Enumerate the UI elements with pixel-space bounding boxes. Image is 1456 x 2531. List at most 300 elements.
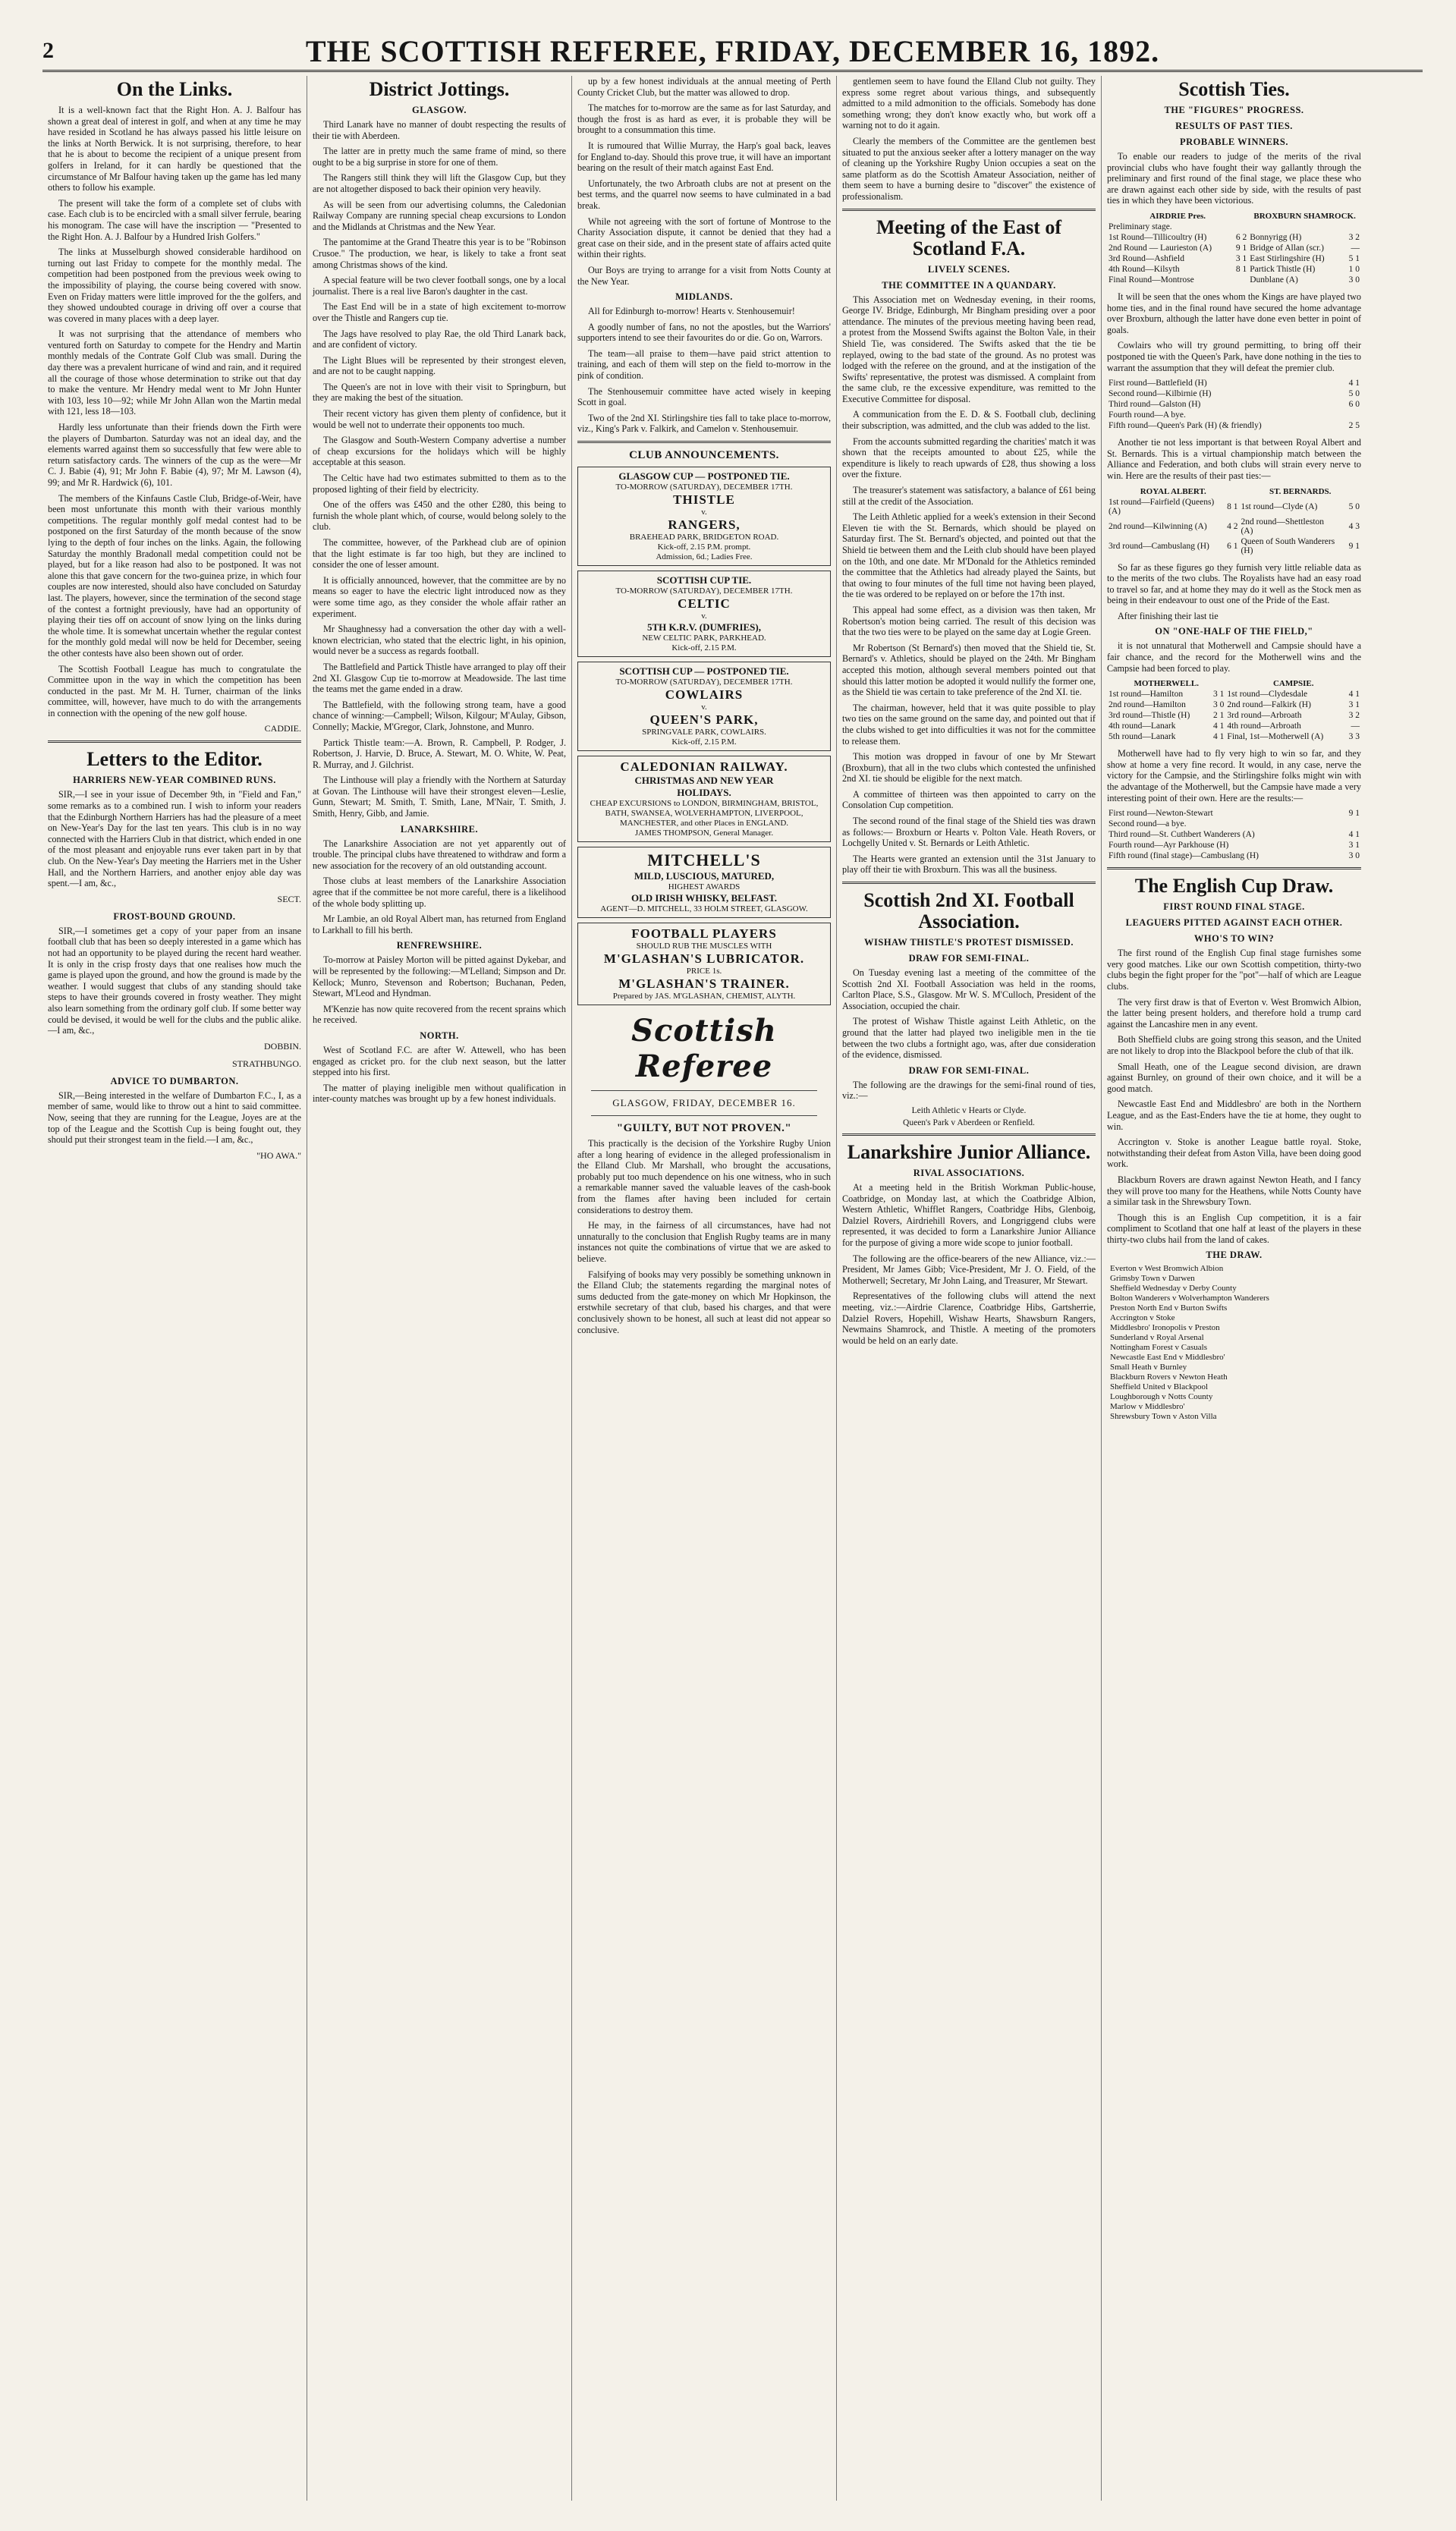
table-cell [1225, 275, 1248, 285]
table-cell: Fourth round—Ayr Parkhouse (H) [1109, 841, 1229, 850]
advert-mitchells-whisky [577, 847, 831, 918]
paragraph: The Battlefield, with the following strong team, have a good chance of winning:—Campbell; Wilson, Kilgour; M'Aulay, Gibson, Connelly; Mackie, M'Gregor, Clark, Johnstone, and Munro. [313, 699, 566, 732]
english-cup-heading: The English Cup Draw. [1134, 875, 1334, 898]
table-cell: 9 1 [1235, 243, 1247, 253]
advert-line: TO-MORROW (SATURDAY), DECEMBER 17TH. [615, 678, 793, 687]
results-table-cowlairs [1107, 378, 1361, 431]
table-cell: Fifth round—Queen's Park (H) (& friendly) [1109, 421, 1262, 431]
paragraph: The protest of Wishaw Thistle against Leith Athletic, on the ground that the latter had played two ineligible men in the tie between the two clubs a fortnight ago, was, after due consideration of the evidence, dismissed. [842, 1016, 1096, 1061]
advert-team: COWLAIRS [665, 687, 744, 703]
table-cell: Third round—Galston (H) [1109, 400, 1201, 410]
advert-title: CALEDONIAN RAILWAY. [620, 759, 788, 775]
advert-team: THISTLE [673, 492, 735, 508]
table-cell: 3 0 [1348, 275, 1360, 285]
club-announcements-heading: CLUB ANNOUNCEMENTS. [629, 449, 779, 462]
signature: CADDIE. [264, 723, 301, 734]
draw-list [1110, 1264, 1361, 1422]
list-item: Everton v West Bromwich Albion [1110, 1264, 1224, 1274]
table-cell: 3rd round—Arbroath [1227, 711, 1302, 721]
table-cell: 8 1 [1227, 501, 1238, 511]
paragraph: up by a few honest individuals at the annual meeting of Perth County Cricket Club, but the matter was allowed to drop. [577, 76, 831, 98]
letter-body: SIR,—I sometimes get a copy of your paper from an insane football club that has been so deeply interested in a game which has not had an opportunity to be played during the recent hard weather. It is only in the crisp frosty days that one realises how much the game is played upon the ground, and how the ground is made by the weather. I would suggest that clubs of any standing should take steps to have their grounds covered in frosty weather. They might also learn something from the ordinary golf club. If some better way could be devised, it would be well for the clubs and the public alike.—I am, &c., [48, 925, 301, 1036]
paragraph: The Jags have resolved to play Rae, the old Third Lanark back, and are confident of victory. [313, 328, 566, 351]
paragraph: gentlemen seem to have found the Elland Club not guilty. They express some regret about various things, and subsequently admitted to a mild admonition to the officials. Somebody has done something wrong; they don't know exactly who, but work off a warning not to do it again. [842, 76, 1096, 131]
paragraph: The Queen's are not in love with their visit to Springburn, but they are making the best of the situation. [313, 381, 566, 404]
advert-line: MILD, LUSCIOUS, MATURED, [634, 870, 775, 882]
divider [1107, 867, 1361, 869]
letter-body: SIR,—Being interested in the welfare of Dumbarton F.C., I, as a member of same, would like to throw out a hint to said committee. Now, seeing that they are running for the League, Joyes are at the top of the League and the Scottish Cup is being fought out, they should put their strongest team in the field.—I am, &c., [48, 1089, 301, 1146]
second-xi-heading: Scottish 2nd XI. Football Association. [863, 889, 1074, 933]
draw-line: Leith Athletic v Hearts or Clyde. [911, 1105, 1027, 1115]
page-number: 2 [42, 38, 54, 63]
paragraph: At a meeting held in the British Workman Public-house, Coatbridge, on Monday last, at which the Coatbridge Albion, Western Athletic, Whifflet Rangers, Coatbridge Hibs, Glenboig, Dalziel Rovers, Airdriehill Rovers, and Longriggend clubs were represented, it was decided to form a Lanarkshire Junior Alliance for the purpose of giving a more wide scope to junior football. [842, 1181, 1096, 1248]
advert-line: PRICE 1s. [686, 967, 722, 976]
table-cell: Fourth round—A bye. [1109, 410, 1186, 420]
subheading: DRAW FOR SEMI-FINAL. [908, 953, 1030, 964]
table-cell: 4 1 [1348, 379, 1360, 388]
paragraph: The Lanarkshire Association are not yet apparently out of trouble. The principal clubs have threatened to withdraw and form a new association for the recovery of an old outstanding account. [313, 838, 566, 871]
table-cell: 6 1 [1227, 541, 1238, 551]
section-heading: LANARKSHIRE. [400, 823, 479, 835]
advert-line: TO-MORROW (SATURDAY), DECEMBER 17TH. [615, 483, 793, 492]
table-cell: 2nd round—Kilwinning (A) [1109, 521, 1207, 531]
table-row [1107, 264, 1361, 275]
table-cell: 4th Round—Kilsyth [1109, 264, 1180, 274]
table-row [1107, 222, 1361, 232]
divider [48, 740, 301, 743]
east-of-scotland-heading: Meeting of the East of Scotland F.A. [876, 215, 1062, 259]
signature: SECT. [277, 893, 301, 904]
table-row [1107, 840, 1361, 850]
subheading: RIVAL ASSOCIATIONS. [913, 1167, 1025, 1178]
letter-title: FROST-BOUND GROUND. [113, 910, 236, 922]
table-header: ROYAL ALBERT. [1140, 486, 1206, 496]
table-cell: Final Round—Montrose [1109, 275, 1194, 285]
paragraph: As will be seen from our advertising columns, the Caledonian Railway Company are running special cheap excursions to London and the Midlands at Christmas and the New Year. [313, 199, 566, 232]
table-cell: First round—Battlefield (H) [1109, 379, 1207, 388]
table-header: MOTHERWELL. [1134, 679, 1199, 689]
table-cell: 3 2 [1348, 232, 1360, 242]
subheading: WHO'S TO WIN? [1193, 933, 1275, 945]
draw-line: Queen's Park v Aberdeen or Renfield. [903, 1118, 1035, 1127]
table-header-row [1107, 211, 1361, 222]
paragraph: The very first draw is that of Everton v. West Bromwich Albion, the latter being present holders, and therefore hold a trump card against the Lancashire men in any event. [1107, 996, 1361, 1030]
paragraph: The matches for to-morrow are the same as for last Saturday, and though the frost is as hard as ever, it is probable they will be brought to a consummation this time. [577, 102, 831, 136]
paragraph: Those clubs at least members of the Lanarkshire Association agree that if the committee be not more careful, there is a likelihood of the whole body splitting up. [313, 876, 566, 909]
paragraph: The latter are in pretty much the same frame of mind, so there ought to be a big surprise in store for one of them. [313, 146, 566, 168]
table-cell: 4 1 [1213, 732, 1225, 742]
table-cell: 8 1 [1235, 264, 1247, 274]
paragraph: The Stenhousemuir committee have acted wisely in keeping Scott in goal. [577, 385, 831, 408]
paragraph: The Battlefield and Partick Thistle have arranged to play off their 2nd XI. Glasgow Cup tie to-morrow at Meadowside. The last time the teams met the game ended in a draw. [313, 661, 566, 695]
paragraph: This practically is the decision of the Yorkshire Rugby Union after a long hearing of evidence in the alleged professionalism in the Elland Club. Mr Marshall, who brought the accusations, probably put too much dependence on his one witness, who in such a remarkable manner saved the valuable leaves of the cash-book from the flames after having been included for certain considerations to destroy them. [577, 1138, 831, 1215]
paragraph: Mr Robertson (St Bernard's) then moved that the Shield tie, St. Bernard's v. Athletics, should be played on the 24th. Mr Bingham accepted this motion, although several members pointed out that should this latter motion be adopted it would nullify the former one, as the Shield tie was certain to take preference of the 2nd XI. tie. [842, 642, 1096, 698]
paragraph: The links at Musselburgh showed considerable hardihood on turning out last Friday to compete for the monthly medal. The competition had been postponed from the previous week owing to the impossibility of playing, the course being covered with snow. Even on Friday matters were little improved for the the golfers, and they showed undoubted courage in driving off over a course that was covered in many places with a deep layer. [48, 247, 301, 324]
table-header-row [1107, 678, 1361, 689]
list-item: Bolton Wanderers v Wolverhampton Wanderers [1110, 1294, 1269, 1303]
advert-cowlairs [577, 662, 831, 751]
table-cell: 3 1 [1213, 690, 1225, 700]
paragraph: Blackburn Rovers are drawn against Newton Heath, and I fancy they will prove too many for the Heathens, while Notts County have a similar task in the Shrewsbury Town. [1107, 1174, 1361, 1208]
table-cell: 2nd round—Hamilton [1109, 700, 1186, 710]
table-cell: 5th round—Lanark [1109, 732, 1176, 742]
list-item: Sheffield Wednesday v Derby County [1110, 1284, 1237, 1294]
paragraph: Cowlairs who will try ground permitting, to bring off their postponed tie with the Queen's Park, have done nothing in the ties to warrant the assumption that they will defeat the premier club. [1107, 340, 1361, 373]
paragraph: The treasurer's statement was satisfactory, a balance of £61 being still at the credit of the Association. [842, 485, 1096, 507]
paragraph: Third Lanark have no manner of doubt respecting the results of their tie with Aberdeen. [313, 119, 566, 141]
paragraph: One of the offers was £450 and the other £280, this being to furnish the whole plant which, of course, would belong solely to the club. [313, 499, 566, 533]
paragraph: Accrington v. Stoke is another League battle royal. Stoke, notwithstanding their defeat from Aston Villa, have been doing good work. [1107, 1137, 1361, 1170]
divider [842, 209, 1096, 211]
list-item: Blackburn Rovers v Newton Heath [1110, 1372, 1228, 1382]
paragraph: The following are the drawings for the semi-final round of ties, viz.:— [842, 1079, 1096, 1102]
table-cell: 2nd round—Falkirk (H) [1227, 700, 1311, 710]
section-heading: MIDLANDS. [675, 291, 733, 303]
paragraph: It was not surprising that the attendance of members who ventured forth on Saturday to compete for the Hendry and Martin monthly medals of the Contrate Golf Club was small. During the day there was a prevalent hurricane of wind and rain, and it required all the courage of those whose determination to strike out that day to make the venture. Mr Hendry medal went to Mr John Hunter with 103, less 10—92; while Mr John Allan won the Martin medal with 121, less 18—103. [48, 329, 301, 417]
table-row [1107, 731, 1361, 742]
advert-title: GLASGOW CUP — POSTPONED TIE. [618, 470, 790, 483]
advert-title: FOOTBALL PLAYERS [631, 926, 777, 942]
paragraph: A communication from the E. D. & S. Football club, declining their subscription, was admitted, and the club was added to the list. [842, 409, 1096, 432]
advert-title: SCOTTISH CUP — POSTPONED TIE. [619, 665, 789, 678]
on-the-links-heading: On the Links. [116, 78, 233, 100]
table-row [1107, 232, 1361, 243]
paragraph: Their recent victory has given them plenty of confidence, but it would be well not to underrate their opponents too much. [313, 408, 566, 430]
table-cell: 3 1 [1348, 841, 1360, 850]
letter-title: HARRIERS NEW-YEAR COMBINED RUNS. [73, 775, 276, 786]
paragraph: A committee of thirteen was then appointed to carry on the Consolation Cup competition. [842, 788, 1096, 811]
column-2 [307, 76, 572, 2501]
table-row [1107, 275, 1361, 285]
paragraph: The East End will be in a state of high excitement to-morrow over the Thistle and Rangers cup tie. [313, 301, 566, 323]
paragraph: The Light Blues will be represented by their strongest eleven, and are not to be caught napping. [313, 354, 566, 377]
paragraph: From the accounts submitted regarding the charities' match it was shown that the receipts amounted to about £25, while the expenditure is likely to reach upwards of £28, thus showing a loss over the fixture. [842, 435, 1096, 480]
paragraph: it is not unnatural that Motherwell and Campsie should have a fair chance, and the record for the Motherwell wins and the Campsie had been forced to play. [1107, 640, 1361, 674]
paragraph: It will be seen that the ones whom the Kings are have played two home ties, and in the final round have secured the home advantage over Broxburn, although the latter have done even better in point of goals. [1107, 291, 1361, 335]
table-cell: Third round—St. Cuthbert Wanderers (A) [1109, 830, 1255, 840]
paragraph: The first round of the English Cup final stage furnishes some very good matches. Like our own Scottish competition, thirty-two clubs begin the fight proper for the "pot"—half of which are League clubs. [1107, 948, 1361, 992]
advert-line: v. [701, 508, 707, 517]
paragraph: Newcastle East End and Middlesbro' are both in the Northern League, and as the East-Enders have the tie at home, they ought to win. [1107, 1099, 1361, 1132]
paragraph: Partick Thistle team:—A. Brown, R. Campbell, P. Rodger, J. Robertson, J. Harvie, D. Bruce, A. Stewart, M. O. White, W. Peat, R. Murray, and J. Gilchrist. [313, 737, 566, 770]
advert-line: Kick-off, 2.15 P.M. [671, 643, 737, 653]
paragraph: The following are the office-bearers of the new Alliance, viz.:—President, Mr James Gibb; Vice-President, Mr J. O. Field, of the Motherwell; Secretary, Mr John Laing, and Treasurer, Mr Stewart. [842, 1253, 1096, 1286]
advert-line: SPRINGVALE PARK, COWLAIRS. [642, 728, 766, 737]
table-cell: 6 0 [1348, 400, 1360, 410]
table-cell: 6 2 [1235, 232, 1247, 242]
junior-alliance-heading: Lanarkshire Junior Alliance. [847, 1140, 1091, 1163]
table-cell: Queen of South Wanderers (H) [1241, 536, 1335, 555]
table-cell: Preliminary stage. [1109, 222, 1172, 231]
paragraph: Representatives of the following clubs will attend the next meeting, viz.:—Airdrie Clarence, Coatbridge Hibs, Gartsherrie, Dalziel Rovers, Hopehill, Wishaw Hearts, Shawsburn Rangers, Newmains Shamrock, and Thistle. A meeting of the promoters would be held on an early date. [842, 1291, 1096, 1346]
scottish-ties-heading: Scottish Ties. [1178, 78, 1290, 100]
advert-team: RANGERS, [668, 517, 741, 533]
paragraph: All for Edinburgh to-morrow! Hearts v. Stenhousemuir! [588, 306, 795, 317]
paragraph: The Celtic have had two estimates submitted to them as to the proposed lighting of their field by electricity. [313, 473, 566, 495]
advert-caledonian-railway [577, 756, 831, 842]
advert-line: OLD IRISH WHISKY, BELFAST. [631, 892, 778, 904]
paragraph: To enable our readers to judge of the merits of the rival provincial clubs who have fought their way gallantly through the preliminary and first round of the final stage, we place these who are drawn against each other side by side, with the results of past ties in which they have been victorious. [1107, 151, 1361, 206]
table-cell: East Stirlingshire (H) [1250, 253, 1325, 263]
table-row [1107, 721, 1361, 731]
table-cell: — [1351, 243, 1360, 253]
table-cell: 5 0 [1348, 501, 1360, 511]
table-cell: 9 1 [1348, 809, 1360, 819]
table-cell [1225, 222, 1248, 232]
subheading: DRAW FOR SEMI-FINAL. [908, 1064, 1030, 1076]
results-table-stranraer [1107, 808, 1361, 861]
table-cell: 3 3 [1348, 732, 1360, 742]
subheading: THE "FIGURES" PROGRESS. [1164, 105, 1304, 115]
subheading: FIRST ROUND FINAL STAGE. [1163, 901, 1305, 913]
nameplate: Scottish Referee [631, 1013, 777, 1085]
paragraph: The Scottish Football League has much to congratulate the Committee upon in the way in which the competition has been conducted in the past. Mr M. H. Turner, chairman of the links committee, will, however, have much to do with the arrangements in connection with the opening of the new golf house. [48, 663, 301, 718]
signature: "HO AWA." [256, 1149, 301, 1161]
advert-line: Kick-off, 2.15 P.M. prompt. [657, 542, 751, 552]
results-table-airdrie-broxburn [1107, 211, 1361, 285]
list-item: Loughborough v Notts County [1110, 1392, 1213, 1402]
advert-team: QUEEN'S PARK, [649, 712, 759, 728]
paragraph: Hardly less unfortunate than their friends down the Firth were the players of Dumbarton. Saturday was not an ideal day, and the elements warred against them so successfully that few were able to return satisfactory cards. The winners of the cup as the were—Mr C. J. Babie (4), 91; Mr John F. Babie (4), 97; Mr M. Lawson (4), 99; and Mr R. Hardwick (6), 101. [48, 422, 301, 488]
paragraph: It is officially announced, however, that the committee are by no means so eager to have the electric light introduced now as they were some time ago, as they consider the whole affair rather an experiment. [313, 574, 566, 619]
table-cell: 5 1 [1348, 253, 1360, 263]
advert-glasgow-cup [577, 467, 831, 566]
signature: DOBBIN. [263, 1040, 301, 1052]
table-cell: Partick Thistle (H) [1250, 264, 1316, 274]
table-cell: Final, 1st—Motherwell (A) [1227, 732, 1324, 742]
table-header: ST. BERNARDS. [1269, 486, 1332, 496]
table-cell: 4 1 [1213, 722, 1225, 731]
letter-body: SIR,—I see in your issue of December 9th, in "Field and Fan," some remarks as to a combined run. I wish to inform your readers that the Edinburgh Northern Harriers has had the pleasure of a meet on New-Year's Day for the last ten years. This club is in no way connected with the Harriers Club in that district, which ended in one of the most pleasant and enjoyable runs ever taken part in by that club. On the New-Year's Day meeting the Harriers met in the Usher Hall, and the Northern Harriers, and another enjoy able day was spent.—I am, &c., [48, 789, 301, 889]
results-table-motherwell-campsie [1107, 678, 1361, 742]
paragraph: He may, in the fairness of all circumstances, have had not unnaturally to the conclusion that English Rugby teams are in many instances not quite the combinations of virtue that we are asked to believe. [577, 1220, 831, 1264]
paragraph: The present will take the form of a complete set of clubs with case. Each club is to be encircled with a small silver ferrule, bearing his monogram. The case will have the inscription — "Presented to the Right Hon. A. J. Balfour by a Hundred Irish Golfers." [48, 197, 301, 242]
table-cell: 3rd round—Thistle (H) [1109, 711, 1190, 721]
advert-line: BRAEHEAD PARK, BRIDGETON ROAD. [629, 533, 779, 542]
table-cell: 3rd round—Cambuslang (H) [1109, 541, 1209, 551]
paragraph: Two of the 2nd XI. Stirlingshire ties fall to take place to-morrow, viz., King's Park v. Falkirk, and Camelon v. Stenhousemuir. [577, 412, 831, 435]
table-row [1107, 388, 1361, 399]
table-row [1107, 378, 1361, 388]
table-cell: 4th round—Lanark [1109, 722, 1176, 731]
column-3 [572, 76, 837, 2501]
divider [842, 882, 1096, 884]
paragraph: The Glasgow and South-Western Company advertise a number of cheap excursions for the holidays which will be highly acceptable at this season. [313, 435, 566, 468]
table-cell: 1st round—Clyde (A) [1241, 501, 1318, 511]
table-row [1107, 497, 1361, 517]
table-row [1107, 517, 1361, 536]
column-5 [1102, 76, 1366, 2501]
table-row [1107, 689, 1361, 700]
table-cell: 3 1 [1348, 700, 1360, 710]
advert-line: HIGHEST AWARDS [668, 882, 741, 892]
paragraph: So far as these figures go they furnish very little reliable data as to the merits of the two clubs. The Royalists have had an easy road to travel so far, and at home they may do it well as the Stock men as being in their endeavour to oust one of the Pride of the East. [1107, 561, 1361, 606]
table-cell: 4 3 [1348, 521, 1360, 531]
masthead-title: THE SCOTTISH REFEREE, FRIDAY, DECEMBER 16, 1892. [305, 34, 1160, 68]
table-header: BROXBURN SHAMROCK. [1253, 211, 1356, 221]
table-cell: 3 0 [1348, 851, 1360, 861]
table-cell: 1st round—Clydesdale [1227, 690, 1308, 700]
advert-line: v. [701, 612, 707, 621]
paragraph: The members of the Kinfauns Castle Club, Bridge-of-Weir, have been most unfortunate this month with their various monthly competitions. The regular monthly golf medal contest had to be postponed on the first Saturday of the month because of the snow lying to the depth of four inches on the links. Again, the following Saturday the monthly Bradonall medal competition could not be played, but for a like reason had also to be postponed. It was not alone this that gave concern for the two-guinea prize, in which four couples are now interested, should also have concluded on Saturday last. The players, however, since the termination of the second stage of the contest a fortnight previously, have had an opportunity of playing their ties off on account of snow lying on the links during the whole time. It is somewhat uncertain whether the regular contest for the monthly gold medal will now be held for December, seeing the other contests have also been shown out of order. [48, 492, 301, 659]
paragraph: This appeal had some effect, as a division was then taken, Mr Robertson's motion being carried. The result of this decision was that the two ties were to be played on the same day at Logie Green. [842, 604, 1096, 638]
table-row [1107, 536, 1361, 556]
advert-line: JAMES THOMPSON, General Manager. [634, 828, 774, 838]
paragraph: The Linthouse will play a friendly with the Northern at Saturday at Govan. The Linthouse will have their strongest eleven—Leslie, Gunn, Stewart; M. Smith, T. Smith, Lane, M'Nair, T. Smith, J. Smith, Henry, Gibb, and Jamie. [313, 775, 566, 819]
advert-line: Kick-off, 2.15 P.M. [671, 737, 737, 747]
table-header: AIRDRIE Pres. [1149, 211, 1206, 221]
divider [591, 1090, 817, 1091]
subheading: WISHAW THISTLE'S PROTEST DISMISSED. [864, 937, 1074, 948]
district-jottings-heading: District Jottings. [369, 78, 510, 100]
section-heading: GLASGOW. [412, 105, 467, 115]
table-cell: 3rd Round—Ashfield [1109, 253, 1184, 263]
paragraph: Another tie not less important is that between Royal Albert and St. Bernards. This is a virtual championship match between the Alliance and Federation, and both clubs will strain every nerve to win. Here are the results of their past ties:— [1107, 437, 1361, 481]
advert-scottish-cup [577, 571, 831, 657]
advert-line: CHEAP EXCURSIONS to LONDON, BIRMINGHAM, BRISTOL, BATH, SWANSEA, WOLVERHAMPTON, LIVERPOOL, MANCHESTER, and other Places in ENGLAND. [590, 799, 819, 828]
paragraph: On Tuesday evening last a meeting of the committee of the Scottish 2nd XI. Football Association was held in the rooms, Carlton Place, S.S., Glasgow. Mr W. S. M'Culloch, President of the Association, occupied the chair. [842, 967, 1096, 1011]
table-cell: 4 1 [1348, 690, 1360, 700]
subheading: THE DRAW. [1206, 1250, 1263, 1261]
advert-team: CELTIC [678, 596, 731, 612]
advert-line: Prepared by JAS. M'GLASHAN, CHEMIST, ALYTH. [612, 992, 796, 1001]
paragraph: M'Kenzie has now quite recovered from the recent sprains which he received. [313, 1003, 566, 1026]
table-header-row [1107, 486, 1361, 497]
table-cell: — [1351, 722, 1360, 731]
table-cell: 2nd round—Shettleston (A) [1241, 517, 1325, 536]
paragraph: The Leith Athletic applied for a week's extension in their Second Eleven tie with the St. Bernards, which should be played on Saturday first. The St. Bernard's objected, and pointed out that the Shield tie between them and the Leith club should have been played on the 10th, and one date. Mr M'Donald for the Athletics reminded the committee that the Athletics had already played the Saints, but that owing to four minutes of the full time not having been played, the tie was ordered to be replayed on or before the 17th inst. [842, 511, 1096, 600]
table-cell: Second round—a bye. [1109, 819, 1187, 829]
table-cell: 3 2 [1348, 711, 1360, 721]
table-cell [1338, 819, 1361, 829]
table-row [1107, 410, 1361, 420]
table-row [1107, 253, 1361, 264]
table-row [1107, 420, 1361, 431]
table-cell: 1st Round—Tillicoultry (H) [1109, 232, 1207, 242]
column-4 [837, 76, 1102, 2501]
table-row [1107, 808, 1361, 819]
list-item: Grimsby Town v Darwen [1110, 1274, 1195, 1284]
advert-line: Admission, 6d.; Ladies Free. [656, 552, 753, 562]
table-cell [1338, 222, 1361, 232]
paragraph: Clearly the members of the Committee are the gentlemen best situated to put the anxious seeker after a lottery manager on the way of cleaning up the Yorkshire Rugby Union occupies a seat on the same platform as do the Scottish Amateur Association, neither of them seem to have a burning desire to "discover" the existence of professionalism. [842, 135, 1096, 202]
paragraph: It is a well-known fact that the Right Hon. A. J. Balfour has shown a great deal of interest in golf, and when at any time he may have resided in Scotland he has always passed his little leisure on the links at North Berwick. It is not surprising, therefore, to hear that he is about to become the recipient of a unique present from golfers in Ireland, for it can hardly be questioned that the circumstance of Mr Balfour having taken up the game has led many others to follow his example. [48, 105, 301, 193]
table-cell: 1 0 [1348, 264, 1360, 274]
list-item: Sheffield United v Blackpool [1110, 1382, 1209, 1392]
table-cell: Dunblane (A) [1250, 275, 1298, 285]
table-row [1107, 399, 1361, 410]
section-heading: NORTH. [420, 1030, 459, 1041]
advert-line: M'GLASHAN'S TRAINER. [618, 976, 790, 992]
table-row [1107, 819, 1361, 829]
table-cell: 2nd Round — Laurieston (A) [1109, 243, 1212, 253]
paragraph: Falsifying of books may very possibly be something unknown in the Elland Club; the statements regarding the marginal notes of sums deducted from the gate-money on which Mr Hopkinson, the erstwhile secretary of that club, based his charges, and that were conclusively shown to be honest, all such at least did not appear so conclusive. [577, 1269, 831, 1335]
divider [577, 441, 831, 443]
list-item: Sunderland v Royal Arsenal [1110, 1333, 1204, 1343]
paragraph: A special feature will be two clever football songs, one by a local journalist. There is a real live Baron's daughter in the cast. [313, 275, 566, 297]
list-item: Preston North End v Burton Swifts [1110, 1303, 1228, 1313]
paragraph: A goodly number of fans, no not the apostles, but the Warriors' supporters intend to see their favourites do or die. Go on, Warrors. [577, 321, 831, 344]
table-cell: 5 0 [1348, 389, 1360, 399]
paragraph: The team—all praise to them—have paid strict attention to training, and each of them will step on the field to-morrow in the pink of condition. [577, 347, 831, 382]
column-1 [42, 76, 307, 2501]
paragraph: The pantomime at the Grand Theatre this year is to be "Robinson Crusoe." The production, we hear, is likely to take a front seat among Christmas shows of the kind. [313, 237, 566, 270]
table-cell: 4th round—Arbroath [1227, 722, 1301, 731]
table-cell: First round—Newton-Stewart [1109, 809, 1213, 819]
table-row [1107, 243, 1361, 253]
paragraph: After finishing their last tie [1118, 610, 1219, 621]
table-cell: 3 1 [1235, 253, 1247, 263]
divider [842, 1133, 1096, 1136]
list-item: Nottingham Forest v Casuals [1110, 1343, 1208, 1353]
advert-line: CHRISTMAS AND NEW YEAR [634, 775, 774, 787]
divider [591, 1115, 817, 1116]
subheading: THE COMMITTEE IN A QUANDARY. [882, 279, 1056, 291]
list-item: Marlow v Middlesbro' [1110, 1402, 1185, 1412]
paragraph: The committee, however, of the Parkhead club are of opinion that the light estimate is far too high, but they are inclined to consider the one of lesser amount. [313, 537, 566, 571]
list-item: Small Heath v Burnley [1110, 1363, 1187, 1372]
paragraph: Unfortunately, the two Arbroath clubs are not at present on the best terms, and the quarrel now seems to have culminated in a bad break. [577, 178, 831, 211]
advert-title: MITCHELL'S [647, 850, 761, 870]
advert-line: v. [701, 703, 707, 712]
subheading: LEAGUERS PITTED AGAINST EACH OTHER. [1125, 917, 1343, 929]
list-item: Newcastle East End v Middlesbro' [1110, 1353, 1225, 1363]
table-cell: Second round—Kilbirnie (H) [1109, 389, 1212, 399]
table-cell: 9 1 [1348, 541, 1360, 551]
paragraph: The chairman, however, held that it was quite possible to play two ties on the same ground on the same day, and pointed out that if the clubs wished to get into difficulties it was not for the committee to release them. [842, 702, 1096, 747]
paragraph: The Rangers still think they will lift the Glasgow Cup, but they are not altogether disposed to back their opinion very heavily. [313, 172, 566, 194]
table-cell: 1st round—Hamilton [1109, 690, 1184, 700]
table-cell [1338, 410, 1361, 420]
dateline: GLASGOW, FRIDAY, DECEMBER 16. [612, 1097, 796, 1109]
advert-line: TO-MORROW (SATURDAY), DECEMBER 17TH. [615, 586, 793, 596]
table-cell: 2 5 [1348, 421, 1360, 431]
paragraph: Both Sheffield clubs are going strong this season, and the United are not likely to drop into the Blackpool before the club of that ilk. [1107, 1034, 1361, 1056]
signature: STRATHBUNGO. [231, 1058, 301, 1069]
masthead [42, 33, 1423, 72]
table-cell: Fifth round (final stage)—Cambuslang (H) [1109, 851, 1259, 861]
paragraph: To-morrow at Paisley Morton will be pitted against Dykebar, and will be represented by the following:—M'Lelland; Simpson and Dr. Kellock; Munro, Stevenson and Robertson; Buchanan, Peden, Stewart, M'Leod and Hyndman. [313, 954, 566, 999]
table-cell: 2 1 [1213, 711, 1225, 721]
table-row [1107, 710, 1361, 721]
advert-mglashan [577, 923, 831, 1005]
subheading: ON "ONE-HALF OF THE FIELD," [1155, 626, 1313, 637]
paragraph: Our Boys are trying to arrange for a visit from Notts County at the New Year. [577, 264, 831, 287]
paragraph: Motherwell have had to fly very high to win so far, and they show at home a very fine record. It would, in any case, nerve the victory for the Campsie, and the Stirlingshire folks might win with the advantage of the Motherwell, but the Campsie have made a very interesting point of their own. Here are the results:— [1107, 748, 1361, 803]
advert-line: SHOULD RUB THE MUSCLES WITH [636, 942, 772, 951]
paragraph: This motion was dropped in favour of one by Mr Stewart (Broxburn), that all in the two clubs which contested the unfinished 2nd XI. tie should be eligible for the next match. [842, 751, 1096, 784]
table-cell [1248, 222, 1338, 232]
paragraph: Mr Lambie, an old Royal Albert man, has returned from England to Larkhall to fill his berth. [313, 913, 566, 935]
paragraph: The second round of the final stage of the Shield ties was drawn as follows:— Broxburn or Hearts v. Polton Vale. Heath Rovers, or Lochgelly United v. St. Bernards or Leith Athletic. [842, 816, 1096, 849]
results-table-albert-bernards [1107, 486, 1361, 556]
paragraph: Small Heath, one of the League second division, are drawn against Burnley, on ground of their own choice, and it will be a good match. [1107, 1061, 1361, 1094]
table-cell: 3 0 [1213, 700, 1225, 710]
subheading: RESULTS OF PAST TIES. [1175, 121, 1293, 131]
columns [42, 76, 1423, 2501]
section-heading: RENFREWSHIRE. [396, 940, 483, 951]
paragraph: It is rumoured that Willie Murray, the Harp's goal back, leaves for England to-day. Should this prove true, it will have an important bearing on the result of their match against East End. [577, 140, 831, 174]
letters-heading: Letters to the Editor. [86, 748, 263, 771]
paragraph: Mr Shaughnessy had a conversation the other day with a well-known electrician, who stated that the electric light, in his opinion, would never be a success as regards football. [313, 624, 566, 657]
advert-line: NEW CELTIC PARK, PARKHEAD. [642, 634, 766, 643]
subheading: LIVELY SCENES. [927, 263, 1011, 275]
table-row [1107, 700, 1361, 710]
advert-line: HOLIDAYS. [677, 787, 731, 799]
subheading: PROBABLE WINNERS. [1179, 137, 1289, 147]
table-cell: 1st round—Fairfield (Queens) (A) [1109, 497, 1215, 516]
paragraph: West of Scotland F.C. are after W. Attewell, who has been engaged as cricket pro. for the club next season, but the latter stepped into his first. [313, 1044, 566, 1078]
